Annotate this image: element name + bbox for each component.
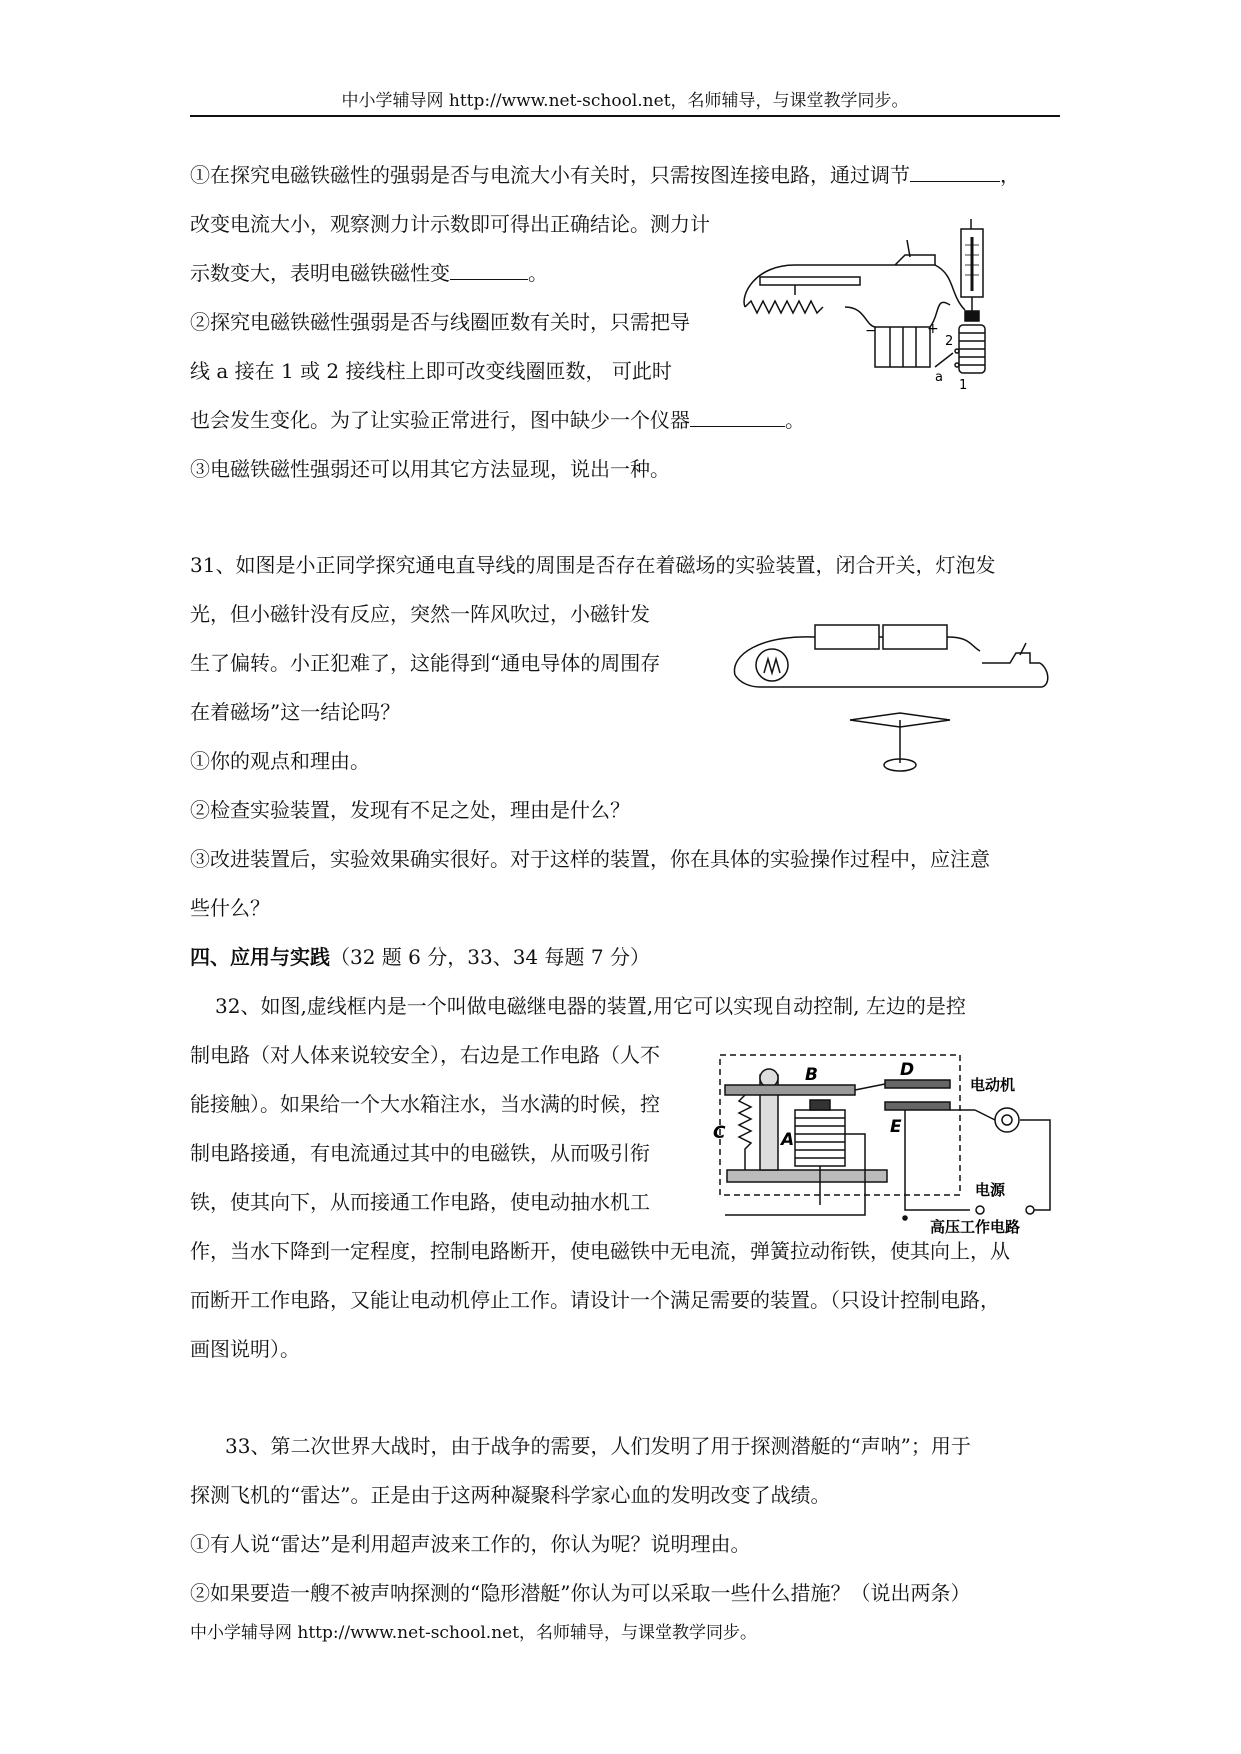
q30-line-2: 改变电流大小，观察测力计示数即可得出正确结论。测力计	[190, 212, 710, 236]
svg-text:A: A	[781, 1130, 795, 1150]
q31-line-5: ①你的观点和理由。	[190, 749, 370, 773]
page-footer: 中小学辅导网 http://www.net-school.net，名师辅导，与课堂教学同步。	[190, 1623, 758, 1643]
q33-line-1: 33、第二次世界大战时，由于战争的需要，人们发明了用于探测潜艇的“声呐”；用于	[225, 1434, 971, 1458]
q32-line-7: 而断开工作电路，又能让电动机停止工作。请设计一个满足需要的装置。（只设计控制电路，	[190, 1288, 1000, 1312]
svg-text:B: B	[805, 1065, 818, 1085]
svg-text:D: D	[900, 1060, 915, 1080]
q30-blank-2[interactable]	[450, 259, 528, 280]
svg-text:1: 1	[959, 378, 968, 393]
q30-blank-1[interactable]	[910, 161, 1000, 182]
q32-line-4: 制电路接通，有电流通过其中的电磁铁，从而吸引衔	[190, 1141, 650, 1165]
q31-line-8: 些什么？	[190, 896, 270, 920]
q32-line-2: 制电路（对人体来说较安全），右边是工作电路（人不	[190, 1043, 660, 1067]
q31-line-2: 光，但小磁针没有反应，突然一阵风吹过，小磁针发	[190, 602, 650, 626]
q30-line-6: 也会发生变化。为了让实验正常进行，图中缺少一个仪器 。	[190, 408, 805, 432]
q31-line-4: 在着磁场”这一结论吗？	[190, 700, 401, 724]
svg-text:2: 2	[945, 334, 954, 349]
svg-text:E: E	[890, 1117, 902, 1137]
q30-line-7: ③电磁铁磁性强弱还可以用其它方法显现，说出一种。	[190, 457, 670, 481]
electromagnet-circuit-figure	[735, 215, 1025, 395]
page-header: 中小学辅导网 http://www.net-school.net，名师辅导，与课堂教学同步。	[341, 91, 909, 111]
q32-line-8: 画图说明）。	[190, 1337, 300, 1361]
q33-line-2: 探测飞机的“雷达”。正是由于这两种凝聚科学家心血的发明改变了战绩。	[190, 1483, 831, 1507]
q32-line-3: 能接触）。如果给一个大水箱注水，当水满的时候，控	[190, 1092, 660, 1116]
q32-line-1: 32、如图,虚线框内是一个叫做电磁继电器的装置,用它可以实现自动控制, 左边的是控	[215, 994, 966, 1018]
q30-line-4: ②探究电磁铁磁性强弱是否与线圈匝数有关时，只需把导	[190, 310, 690, 334]
svg-text:高压工作电路: 高压工作电路	[930, 1218, 1021, 1235]
q30-line-1: ①在探究电磁铁磁性的强弱是否与电流大小有关时，只需按图连接电路，通过调节 ，	[190, 163, 1020, 187]
q33-line-4: ②如果要造一艘不被声呐探测的“隐形潜艇”你认为可以采取一些什么措施？（说出两条）	[190, 1581, 971, 1605]
q31-line-7: ③改进装置后，实验效果确实很好。对于这样的装置，你在具体的实验操作过程中，应注意	[190, 847, 990, 871]
straight-wire-compass-figure	[720, 615, 1060, 785]
q33-line-3: ①有人说“雷达”是利用超声波来工作的，你认为呢？说明理由。	[190, 1532, 751, 1556]
q30-line-3: 示数变大，表明电磁铁磁性变 。	[190, 261, 548, 285]
q32-line-6: 作，当水下降到一定程度，控制电路断开，使电磁铁中无电流，弹簧拉动衔铁，使其向上，从	[190, 1239, 1010, 1263]
relay-circuit-figure	[705, 1050, 1065, 1235]
svg-text:a: a	[935, 370, 943, 385]
q30-blank-3[interactable]	[690, 406, 785, 427]
svg-text:−: −	[865, 323, 877, 339]
q31-line-6: ②检查实验装置，发现有不足之处，理由是什么？	[190, 798, 630, 822]
q32-line-5: 铁，使其向下，从而接通工作电路，使电动抽水机工	[190, 1190, 650, 1214]
q31-line-1: 31、如图是小正同学探究通电直导线的周围是否存在着磁场的实验装置，闭合开关，灯泡发	[190, 553, 996, 577]
section-4-heading: 四、应用与实践（32 题 6 分，33、34 每题 7 分）	[190, 945, 650, 969]
svg-text:电源: 电源	[975, 1181, 1006, 1199]
header-divider	[190, 115, 1060, 117]
svg-text:电动机: 电动机	[970, 1076, 1016, 1094]
q30-line-5: 线 a 接在 1 或 2 接线柱上即可改变线圈匝数， 可此时	[190, 359, 672, 383]
svg-text:+: +	[927, 321, 939, 337]
q31-line-3: 生了偏转。小正犯难了，这能得到“通电导体的周围存	[190, 651, 661, 675]
svg-text:C: C	[713, 1123, 726, 1143]
